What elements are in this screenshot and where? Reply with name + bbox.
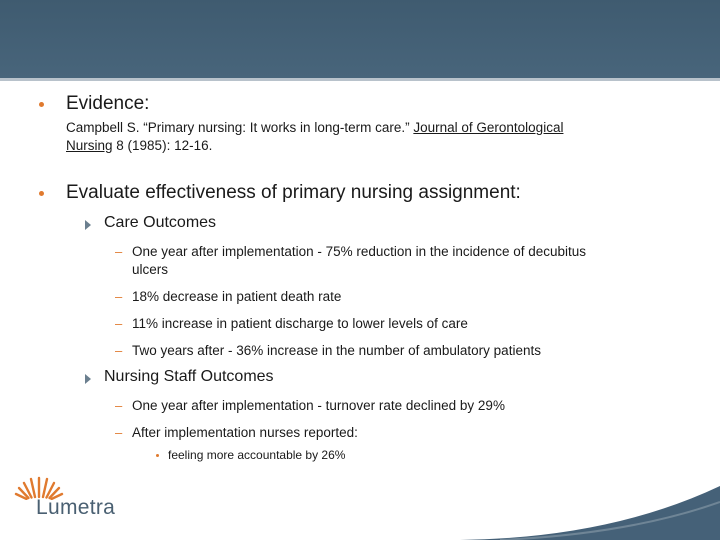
care-outcome-item: 18% decrease in patient death rate bbox=[132, 289, 342, 304]
lumetra-logo: Lumetra bbox=[36, 496, 116, 519]
staff-sub-item: feeling more accountable by 26% bbox=[168, 448, 346, 462]
arrow-bullet-icon bbox=[85, 374, 91, 384]
staff-outcomes-label: Nursing Staff Outcomes bbox=[104, 368, 274, 385]
citation-prefix: Campbell S. “Primary nursing: It works in long-term care.” bbox=[66, 120, 414, 135]
care-outcome-item: Two years after - 36% increase in the number of ambulatory patients bbox=[132, 343, 541, 358]
care-outcome-item-cont: ulcers bbox=[132, 262, 169, 277]
evidence-heading: Evidence: bbox=[66, 93, 150, 114]
care-outcome-item: 11% increase in patient discharge to lower levels of care bbox=[132, 316, 468, 331]
evaluate-heading: Evaluate effectiveness of primary nursing assignment: bbox=[66, 182, 521, 203]
staff-outcome-item: After implementation nurses reported: bbox=[132, 425, 358, 440]
dash-bullet-icon: – bbox=[115, 425, 123, 440]
staff-outcome-item: One year after implementation - turnover rate declined by 29% bbox=[132, 398, 505, 413]
dash-bullet-icon: – bbox=[115, 343, 123, 358]
bullet-icon bbox=[39, 102, 44, 107]
dash-bullet-icon: – bbox=[115, 398, 123, 413]
corner-swoosh bbox=[460, 480, 720, 540]
dash-bullet-icon: – bbox=[115, 244, 123, 259]
citation-journal-part1: Journal of Gerontological bbox=[413, 120, 564, 135]
bullet-icon bbox=[39, 191, 44, 196]
dash-bullet-icon: – bbox=[115, 316, 123, 331]
citation-line-1 bbox=[66, 119, 563, 137]
citation-line-2 bbox=[66, 137, 212, 155]
arrow-bullet-icon bbox=[85, 220, 91, 230]
dash-bullet-icon: – bbox=[115, 289, 123, 304]
header-band bbox=[0, 0, 720, 78]
citation-suffix: 8 (1985): 12-16. bbox=[112, 138, 213, 153]
care-outcome-item: One year after implementation - 75% reduction in the incidence of decubitus bbox=[132, 244, 587, 259]
header-divider bbox=[0, 78, 720, 81]
sub-bullet-icon bbox=[156, 454, 159, 457]
care-outcomes-label: Care Outcomes bbox=[104, 214, 217, 231]
citation-journal-part2: Nursing bbox=[66, 138, 113, 153]
